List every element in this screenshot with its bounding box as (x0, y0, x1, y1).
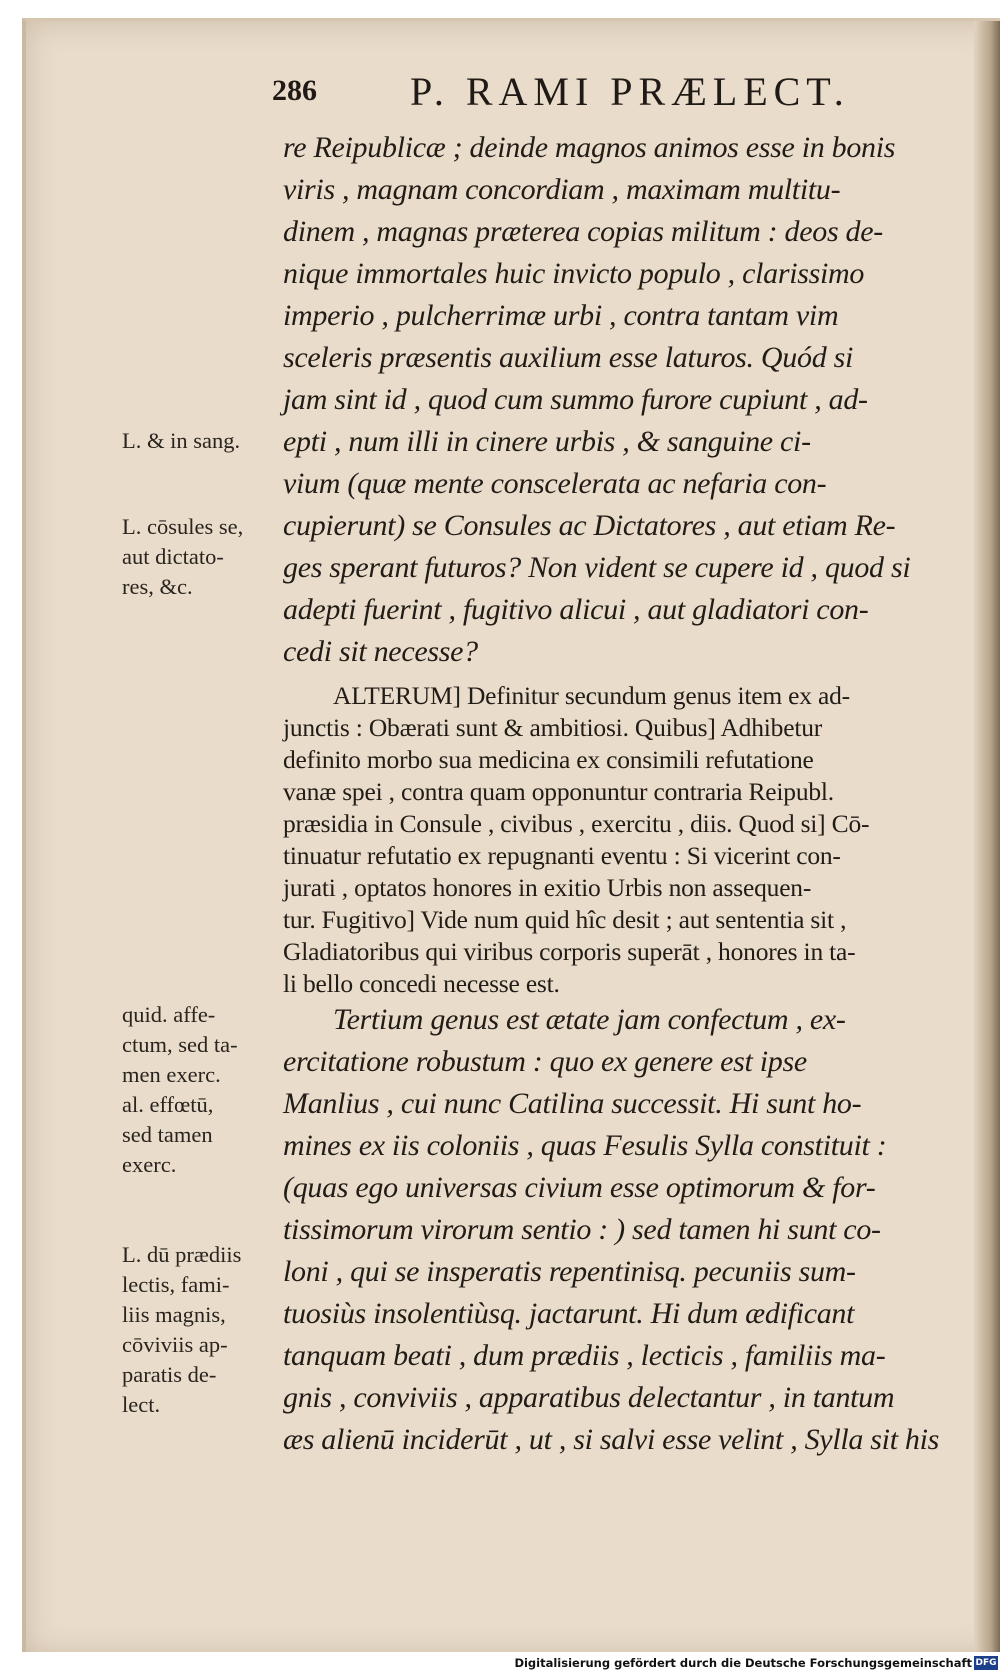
text-line: tuosiùs insolentiùsq. jactarunt. Hi dum ædificant (283, 1297, 855, 1330)
funding-credit: Digitalisierung gefördert durch die Deutsche Forschungsgemeinschaft (514, 1656, 972, 1670)
margin-note (122, 426, 272, 456)
commentary-line: tur. Fugitivo] Vide num quid hîc desit ; aut sententia sit , (283, 905, 847, 934)
text-line: epti , num illi in cinere urbis , & sanguine ci- (283, 425, 811, 458)
page-number: 286 (272, 74, 317, 107)
footer-bar (0, 1652, 1000, 1674)
text-line: ges sperant futuros? Non vident se cupere id , quod si (283, 551, 911, 584)
text-line: Manlius , cui nunc Catilina successit. Hi sunt ho- (283, 1087, 862, 1120)
commentary-line: ALTERUM] Definitur secundum genus item ex ad- (333, 681, 850, 710)
text-line: (quas ego universas civium esse optimorum & for- (283, 1171, 876, 1204)
margin-note-line: sed tamen (122, 1122, 213, 1147)
text-line: nique immortales huic invicto populo , clarissimo (283, 257, 865, 290)
text-line: adepti fuerint , fugitivo alicui , aut gladiatori con- (283, 593, 869, 626)
margin-note-line: lect. (122, 1392, 161, 1417)
running-title: P. RAMI PRÆLECT. (410, 69, 850, 114)
text-line: tissimorum virorum sentio : ) sed tamen hi sunt co- (283, 1213, 881, 1246)
margin-note-line: lectis, fami- (122, 1272, 230, 1297)
text-line: cupierunt) se Consules ac Dictatores , aut etiam Re- (283, 509, 896, 542)
text-line: jam sint id , quod cum summo furore cupiunt , ad- (283, 383, 868, 416)
commentary-line: tinuatur refutatio ex repugnanti eventu : Si vicerint con- (283, 841, 841, 870)
margin-note-line: aut dictato- (122, 544, 224, 569)
margin-note-line: quid. affe- (122, 1002, 216, 1027)
text-line: imperio , pulcherrimæ urbi , contra tantam vim (283, 299, 839, 332)
margin-note-line: men exerc. (122, 1062, 221, 1087)
margin-note (122, 1240, 272, 1420)
commentary-line: definito morbo sua medicina ex consimili refutatione (283, 745, 814, 774)
text-line: dinem , magnas præterea copias militum : deos de- (283, 215, 883, 248)
text-line: tanquam beati , dum prædiis , lecticis , familiis ma- (283, 1339, 886, 1372)
commentary-line: Gladiatoribus qui viribus corporis superāt , honores in ta- (283, 937, 856, 966)
margin-note-line: res, &c. (122, 574, 193, 599)
margin-note-line: L. cōsules se, (122, 514, 244, 539)
commentary-line: junctis : Obærati sunt & ambitiosi. Quibus] Adhibetur (283, 713, 823, 742)
text-line: cedi sit necesse? (283, 635, 478, 668)
text-line: vium (quæ mente conscelerata ac nefaria con- (283, 467, 827, 500)
margin-note-line: L. & in sang. (122, 428, 241, 453)
text-line: viris , magnam concordiam , maximam multitu- (283, 173, 841, 206)
text-line: loni , qui se insperatis repentinisq. pecuniis sum- (283, 1255, 856, 1288)
margin-note-line: ctum, sed ta- (122, 1032, 238, 1057)
text-line: gnis , conviviis , apparatibus delectantur , in tantum (283, 1381, 895, 1414)
margin-note (122, 1000, 272, 1180)
commentary-line: jurati , optatos honores in exitio Urbis non assequen- (283, 873, 812, 902)
text-line: mines ex iis coloniis , quas Fesulis Sylla constituit : (283, 1129, 887, 1162)
commentary-line: li bello concedi necesse est. (283, 969, 560, 998)
margin-note-line: liis magnis, (122, 1302, 226, 1327)
text-line: re Reipublicæ ; deinde magnos animos esse in bonis (283, 131, 896, 164)
book-spine-shadow (974, 21, 1000, 1655)
page-header (250, 62, 950, 122)
margin-note-line: L. dū prædiis (122, 1242, 242, 1267)
dfg-logo-icon: DFG (975, 1658, 997, 1668)
commentary-line: vanæ spei , contra quam opponuntur contraria Reipubl. (283, 777, 834, 806)
margin-note (122, 512, 272, 602)
text-line: sceleris præsentis auxilium esse laturos. Quód si (283, 341, 854, 374)
margin-note-line: exerc. (122, 1152, 177, 1177)
margin-note-line: cōviviis ap- (122, 1332, 228, 1357)
text-line: æs alienū inciderūt , ut , si salvi esse velint , Sylla sit his (283, 1423, 940, 1456)
margin-note-line: paratis de- (122, 1362, 217, 1387)
commentary-line: præsidia in Consule , civibus , exercitu , diis. Quod si] Cō- (283, 809, 870, 838)
text-line: ercitatione robustum : quo ex genere est ipse (283, 1045, 807, 1078)
margin-note-line: al. effœtū, (122, 1092, 214, 1117)
text-line: Tertium genus est ætate jam confectum , ex- (333, 1003, 846, 1036)
